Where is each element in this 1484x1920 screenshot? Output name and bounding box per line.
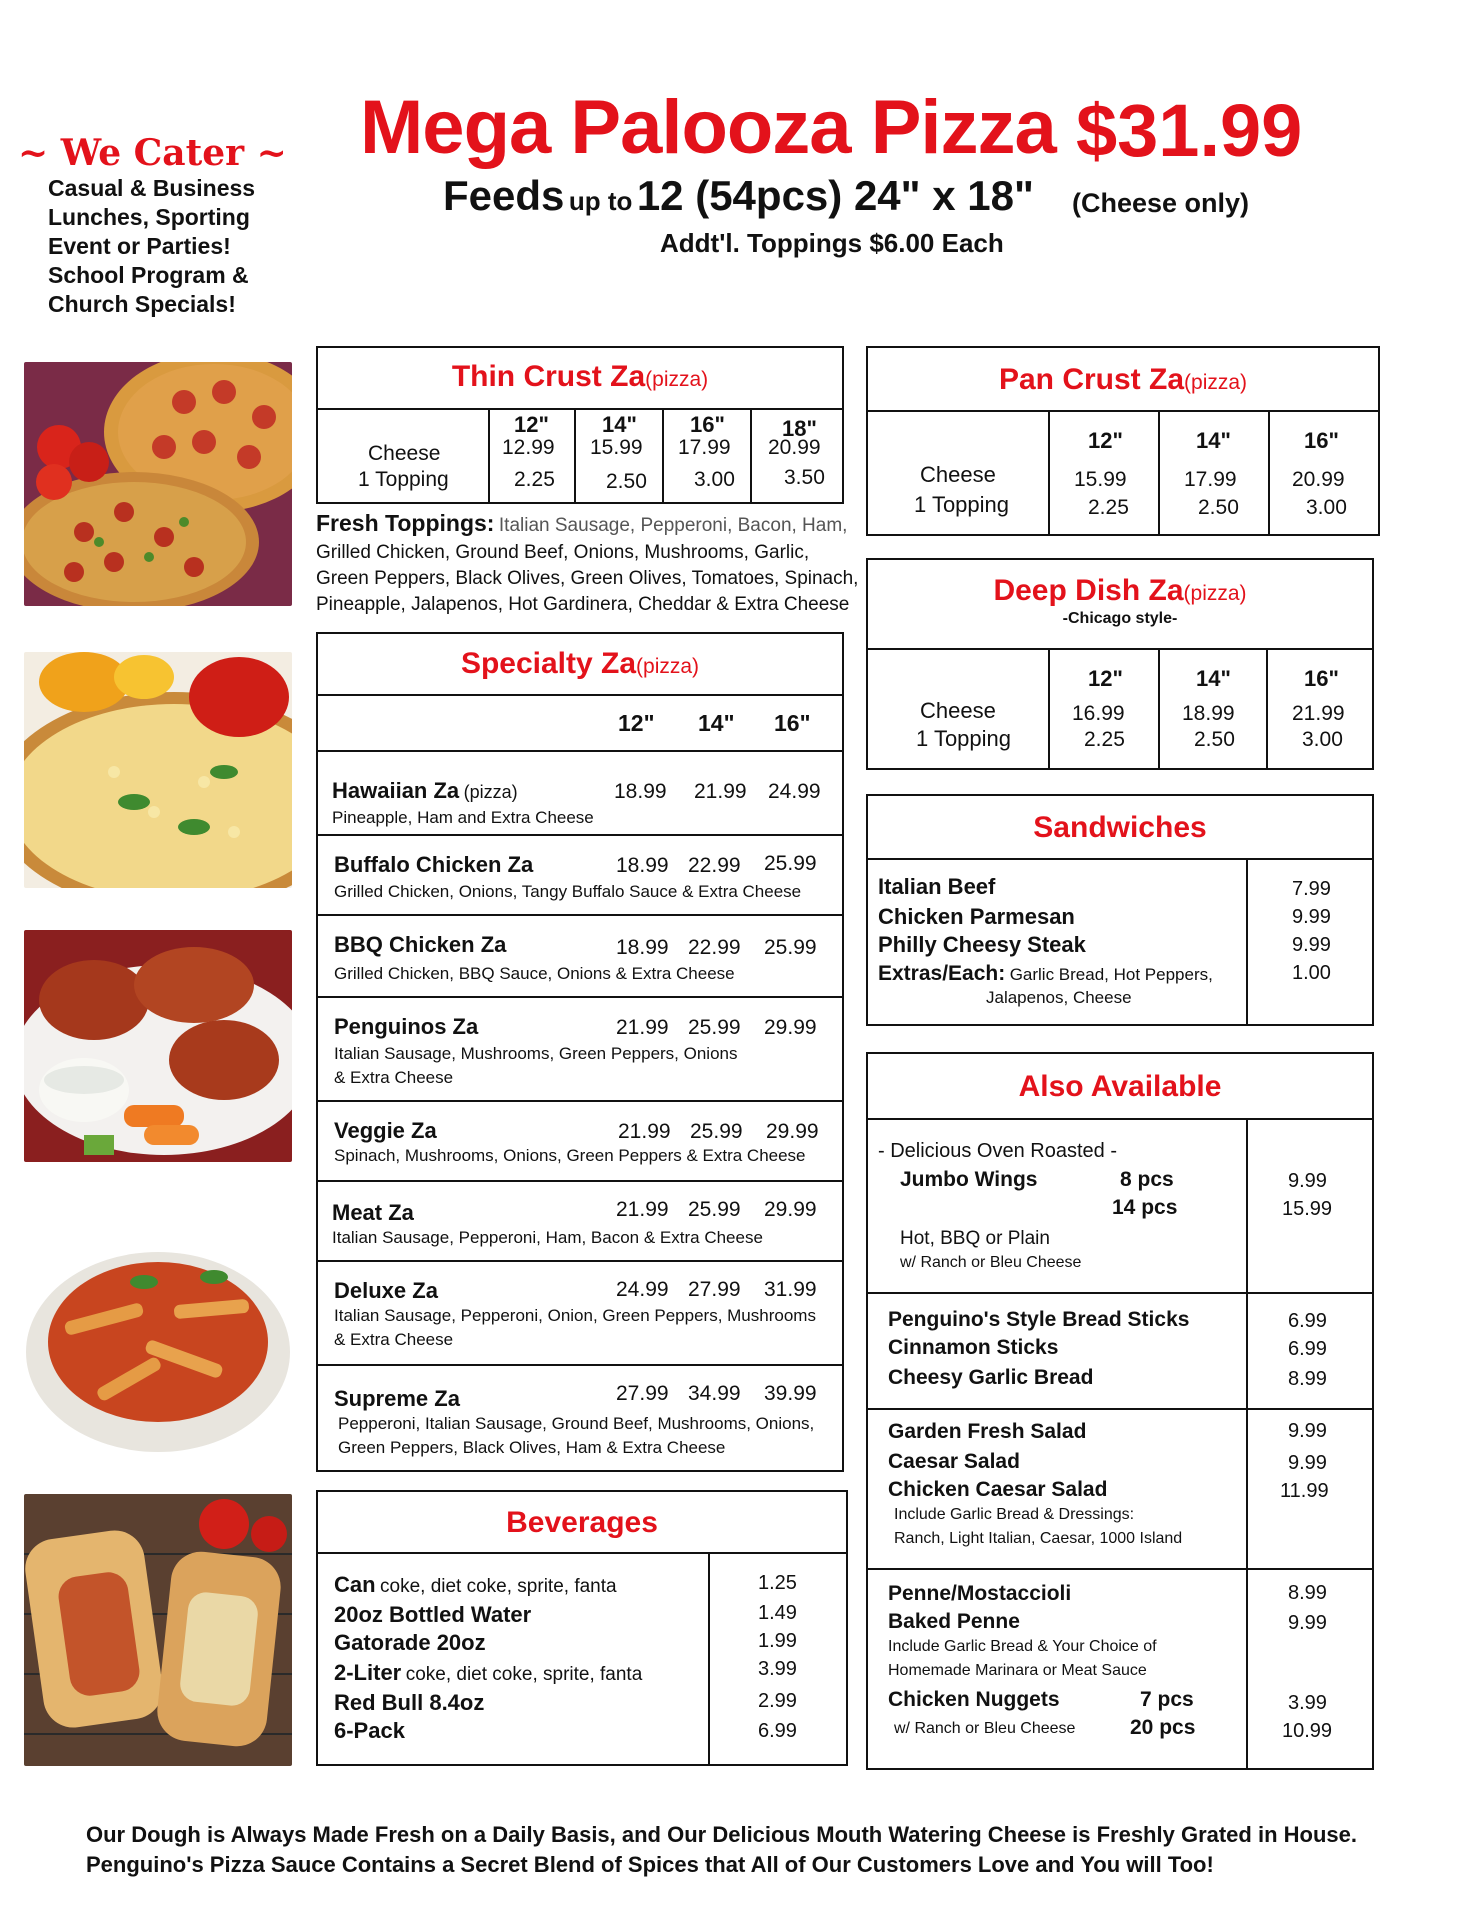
size-header: 14" xyxy=(1196,428,1231,453)
item-name: BBQ Chicken Za xyxy=(334,932,507,957)
price-12: 21.99 xyxy=(618,1120,671,1143)
bread-name: Penguino's Style Bread Sticks xyxy=(888,1308,1190,1331)
pasta-name: Baked Penne xyxy=(888,1610,1020,1633)
row-label-topping: 1 Topping xyxy=(358,468,449,491)
salad-desc: Ranch, Light Italian, Caesar, 1000 Island xyxy=(894,1530,1183,1547)
sandwich-name: Philly Cheesy Steak xyxy=(878,932,1086,957)
beverage-desc: coke, diet coke, sprite, fanta xyxy=(405,1664,643,1685)
price-14: 22.99 xyxy=(688,936,741,959)
cater-line: Lunches, Sporting xyxy=(48,204,250,230)
footer-note xyxy=(86,1820,1357,1880)
pasta-price: 8.99 xyxy=(1288,1582,1327,1604)
size-header: 12" xyxy=(1088,666,1123,691)
deep-dish-title xyxy=(868,560,1372,650)
deep-dish-grid xyxy=(868,650,1372,768)
beverage-name: Can xyxy=(334,1572,376,1597)
thin-crust-title-text: Thin Crust Za xyxy=(451,360,646,393)
wings-pcs: 14 pcs xyxy=(1112,1196,1178,1219)
beverages-box xyxy=(316,1490,848,1766)
item-name: Hawaiian Za xyxy=(332,778,460,803)
cheese-price: 16.99 xyxy=(1072,702,1125,725)
bread-price: 6.99 xyxy=(1288,1310,1327,1332)
sandwich-name: Chicken Parmesan xyxy=(878,904,1075,929)
price-12: 27.99 xyxy=(616,1382,669,1405)
fresh-toppings-line: Grilled Chicken, Ground Beef, Onions, Mushrooms, Garlic, xyxy=(316,542,810,563)
nuggets-price: 10.99 xyxy=(1282,1720,1333,1742)
cheese-price: 15.99 xyxy=(1074,468,1127,491)
list-item xyxy=(318,1102,842,1182)
row-label-cheese: Cheese xyxy=(920,462,996,487)
menu-title: Mega Palooza Pizza xyxy=(360,85,1056,170)
footer-line: Penguino's Pizza Sauce Contains a Secret Blend of Spices that All of Our Customers Love and You will Too! xyxy=(86,1852,1214,1877)
row-label-cheese: Cheese xyxy=(368,442,441,465)
price-14: 25.99 xyxy=(688,1016,741,1039)
sandwiches-list xyxy=(868,860,1372,1024)
size-header: 16" xyxy=(1304,666,1339,691)
up-to: up to xyxy=(568,186,633,216)
wings-desc: Hot, BBQ or Plain xyxy=(900,1228,1050,1249)
price-14: 21.99 xyxy=(694,780,747,803)
pan-crust-grid xyxy=(868,412,1378,534)
topping-price: 2.25 xyxy=(1084,728,1125,751)
beverage-price: 1.25 xyxy=(758,1572,797,1594)
wings-intro: - Delicious Oven Roasted - xyxy=(878,1140,1117,1162)
price-12: 18.99 xyxy=(614,780,667,803)
sandwich-price: 9.99 xyxy=(1292,934,1331,956)
sandwich-name: Italian Beef xyxy=(878,874,996,899)
cheese-price: 17.99 xyxy=(678,436,731,459)
item-desc: Spinach, Mushrooms, Onions, Green Peppers & Extra Cheese xyxy=(334,1146,806,1165)
item-desc: Pineapple, Ham and Extra Cheese xyxy=(332,808,594,827)
salad-name: Caesar Salad xyxy=(888,1450,1020,1473)
beverage-price: 6.99 xyxy=(758,1720,797,1742)
sandwich-image xyxy=(24,1494,292,1766)
nuggets-desc: w/ Ranch or Bleu Cheese xyxy=(894,1720,1076,1737)
sandwiches-title: Sandwiches xyxy=(868,796,1372,860)
cheese-only-note: (Cheese only) xyxy=(1072,188,1250,218)
sandwich-price: 7.99 xyxy=(1292,878,1331,900)
fresh-toppings xyxy=(316,510,858,618)
salad-name: Garden Fresh Salad xyxy=(888,1420,1087,1443)
pasta-desc: Homemade Marinara or Meat Sauce xyxy=(888,1662,1147,1679)
pasta-name: Penne/Mostaccioli xyxy=(888,1582,1072,1605)
size-header: 14" xyxy=(602,412,637,437)
item-name: Meat Za xyxy=(332,1200,414,1225)
feeds-word: Feeds xyxy=(443,172,565,219)
item-desc: Green Peppers, Black Olives, Ham & Extra Cheese xyxy=(338,1438,726,1457)
deep-dish-title-text: Deep Dish Za xyxy=(993,574,1184,607)
price-14: 27.99 xyxy=(688,1278,741,1301)
wings-pcs: 8 pcs xyxy=(1120,1168,1174,1191)
pasta-price: 9.99 xyxy=(1288,1612,1327,1634)
cater-description xyxy=(48,174,255,319)
pasta-desc: Include Garlic Bread & Your Choice of xyxy=(888,1638,1157,1655)
topping-price: 2.50 xyxy=(1194,728,1235,751)
beverage-price: 3.99 xyxy=(758,1658,797,1680)
pan-crust-title-text: Pan Crust Za xyxy=(998,363,1185,396)
size-header: 12" xyxy=(514,412,549,437)
row-label-topping: 1 Topping xyxy=(916,726,1012,751)
chicago-style-note: -Chicago style- xyxy=(1062,610,1178,627)
cheese-price: 15.99 xyxy=(590,436,643,459)
cheese-price: 18.99 xyxy=(1182,702,1235,725)
price-12: 21.99 xyxy=(616,1198,669,1221)
size-header: 16" xyxy=(1304,428,1339,453)
fresh-toppings-line: Green Peppers, Black Olives, Green Olives, Tomatoes, Spinach, xyxy=(316,568,859,589)
thin-crust-title xyxy=(318,348,842,410)
price-16: 29.99 xyxy=(764,1198,817,1221)
item-desc: & Extra Cheese xyxy=(334,1330,454,1349)
size-header: 14" xyxy=(698,710,735,736)
size-header: 16" xyxy=(690,412,725,437)
bread-price: 8.99 xyxy=(1288,1368,1327,1390)
topping-price: 3.00 xyxy=(1306,496,1347,519)
cheese-price: 21.99 xyxy=(1292,702,1345,725)
wings-price: 9.99 xyxy=(1288,1170,1327,1192)
fresh-toppings-line: Pineapple, Jalapenos, Hot Gardinera, Cheddar & Extra Cheese xyxy=(316,594,850,615)
list-item xyxy=(318,836,842,916)
beverage-name: 6-Pack xyxy=(334,1718,405,1743)
cater-line: Church Specials! xyxy=(48,291,236,317)
topping-price: 3.00 xyxy=(694,468,735,491)
price-16: 29.99 xyxy=(766,1120,819,1143)
price-16: 24.99 xyxy=(768,780,821,803)
nuggets-pcs: 7 pcs xyxy=(1140,1688,1194,1711)
topping-price: 2.50 xyxy=(606,470,647,493)
topping-price: 2.50 xyxy=(1198,496,1239,519)
item-desc: Italian Sausage, Pepperoni, Onion, Green Peppers, Mushrooms xyxy=(334,1306,816,1325)
thin-crust-grid xyxy=(318,410,842,502)
extras-price: 1.00 xyxy=(1292,962,1331,984)
item-name: Deluxe Za xyxy=(334,1278,438,1303)
cheese-price: 17.99 xyxy=(1184,468,1237,491)
price-14: 22.99 xyxy=(688,854,741,877)
fresh-toppings-label: Fresh Toppings: xyxy=(316,510,495,536)
item-desc: Italian Sausage, Mushrooms, Green Peppers, Onions xyxy=(334,1044,738,1063)
pan-crust-box xyxy=(866,346,1380,536)
topping-price: 2.25 xyxy=(1088,496,1129,519)
list-item xyxy=(318,916,842,998)
price-12: 18.99 xyxy=(616,936,669,959)
price-16: 25.99 xyxy=(764,852,817,875)
price-16: 29.99 xyxy=(764,1016,817,1039)
additional-toppings-note: Addt'l. Toppings $6.00 Each xyxy=(660,228,1004,258)
size-header: 16" xyxy=(774,710,811,736)
beverages-list xyxy=(318,1554,846,1764)
size-header: 12" xyxy=(1088,428,1123,453)
beverage-price: 2.99 xyxy=(758,1690,797,1712)
extras-desc: Jalapenos, Cheese xyxy=(986,988,1132,1007)
nuggets-price: 3.99 xyxy=(1288,1692,1327,1714)
pasta-image xyxy=(24,1222,292,1454)
sandwiches-box xyxy=(866,794,1374,1026)
deep-dish-box xyxy=(866,558,1374,770)
also-available-title: Also Available xyxy=(868,1054,1372,1120)
bread-name: Cheesy Garlic Bread xyxy=(888,1366,1094,1389)
list-item xyxy=(318,752,842,836)
salad-desc: Include Garlic Bread & Dressings: xyxy=(894,1506,1135,1523)
cater-line: School Program & xyxy=(48,262,249,288)
nuggets-name: Chicken Nuggets xyxy=(888,1688,1060,1711)
cheese-price: 20.99 xyxy=(1292,468,1345,491)
footer-line: Our Dough is Always Made Fresh on a Daily Basis, and Our Delicious Mouth Watering Cheese is Freshly Grated in House. xyxy=(86,1822,1357,1847)
item-name: Supreme Za xyxy=(334,1386,460,1411)
wings-price: 15.99 xyxy=(1282,1198,1333,1220)
specialty-size-header xyxy=(318,696,842,752)
deep-dish-title-sub: (pizza) xyxy=(1183,582,1247,605)
salad-price: 9.99 xyxy=(1288,1420,1327,1442)
wings-image xyxy=(24,930,292,1162)
also-available-list xyxy=(868,1120,1372,1768)
beverage-name: 20oz Bottled Water xyxy=(334,1602,532,1627)
price-12: 21.99 xyxy=(616,1016,669,1039)
wings-desc: w/ Ranch or Bleu Cheese xyxy=(900,1254,1082,1271)
price-16: 31.99 xyxy=(764,1278,817,1301)
beverage-price: 1.49 xyxy=(758,1602,797,1624)
item-name: Veggie Za xyxy=(334,1118,437,1143)
salad-name: Chicken Caesar Salad xyxy=(888,1478,1108,1501)
feeds-detail: 12 (54pcs) 24" x 18" xyxy=(636,172,1034,219)
item-desc: Grilled Chicken, BBQ Sauce, Onions & Extra Cheese xyxy=(334,964,735,983)
beverages-title: Beverages xyxy=(318,1492,846,1554)
row-label-cheese: Cheese xyxy=(920,698,996,723)
price-16: 25.99 xyxy=(764,936,817,959)
pan-crust-title xyxy=(868,348,1378,412)
salad-price: 9.99 xyxy=(1288,1452,1327,1474)
thin-crust-box xyxy=(316,346,844,504)
price-14: 25.99 xyxy=(688,1198,741,1221)
salad-price: 11.99 xyxy=(1280,1480,1329,1502)
item-desc: Grilled Chicken, Onions, Tangy Buffalo Sauce & Extra Cheese xyxy=(334,882,802,901)
beverage-desc: coke, diet coke, sprite, fanta xyxy=(380,1576,617,1597)
list-item xyxy=(318,1366,842,1470)
pepper-pizza-image xyxy=(24,652,292,888)
extras-desc: Garlic Bread, Hot Peppers, xyxy=(1009,965,1213,984)
list-item xyxy=(318,998,842,1102)
topping-price: 3.50 xyxy=(784,466,825,489)
specialty-title-sub: (pizza) xyxy=(636,655,700,678)
we-cater-title: ~ We Cater ~ xyxy=(18,132,287,174)
price-14: 34.99 xyxy=(688,1382,741,1405)
pizza-image xyxy=(24,362,292,606)
item-name: Penguinos Za xyxy=(334,1014,479,1039)
specialty-title xyxy=(318,634,842,696)
cater-line: Casual & Business xyxy=(48,175,256,201)
list-item xyxy=(318,1262,842,1366)
row-label-topping: 1 Topping xyxy=(914,492,1010,517)
nuggets-pcs: 20 pcs xyxy=(1130,1716,1196,1739)
item-name-sub: (pizza) xyxy=(463,782,518,802)
bread-name: Cinnamon Sticks xyxy=(888,1336,1059,1359)
cheese-price: 12.99 xyxy=(502,436,555,459)
list-item xyxy=(318,1182,842,1262)
price-12: 18.99 xyxy=(616,854,669,877)
item-desc: Italian Sausage, Pepperoni, Ham, Bacon & Extra Cheese xyxy=(332,1228,763,1247)
wings-name: Jumbo Wings xyxy=(900,1168,1038,1191)
price-12: 24.99 xyxy=(616,1278,669,1301)
cater-line: Event or Parties! xyxy=(48,233,231,259)
specialty-title-text: Specialty Za xyxy=(460,647,637,680)
size-header: 12" xyxy=(618,710,655,736)
specialty-list xyxy=(318,752,842,1472)
beverage-price: 1.99 xyxy=(758,1630,797,1652)
feeds-line xyxy=(443,172,1034,220)
bread-price: 6.99 xyxy=(1288,1338,1327,1360)
item-name: Buffalo Chicken Za xyxy=(334,852,534,877)
cheese-price: 20.99 xyxy=(768,436,821,459)
beverage-name: Gatorade 20oz xyxy=(334,1630,486,1655)
item-desc: & Extra Cheese xyxy=(334,1068,454,1087)
specialty-box xyxy=(316,632,844,1472)
mega-price: $31.99 xyxy=(1076,89,1303,172)
topping-price: 3.00 xyxy=(1302,728,1343,751)
price-14: 25.99 xyxy=(690,1120,743,1143)
item-desc: Pepperoni, Italian Sausage, Ground Beef, Mushrooms, Onions, xyxy=(338,1414,815,1433)
price-16: 39.99 xyxy=(764,1382,817,1405)
fresh-toppings-line: Italian Sausage, Pepperoni, Bacon, Ham, xyxy=(498,515,848,536)
pan-crust-title-sub: (pizza) xyxy=(1184,371,1248,394)
thin-crust-title-sub: (pizza) xyxy=(645,368,709,391)
topping-price: 2.25 xyxy=(514,468,555,491)
beverage-name: 2-Liter xyxy=(334,1660,402,1685)
sandwich-price: 9.99 xyxy=(1292,906,1331,928)
beverage-name: Red Bull 8.4oz xyxy=(334,1690,485,1715)
also-available-box xyxy=(866,1052,1374,1770)
size-header: 14" xyxy=(1196,666,1231,691)
extras-label: Extras/Each: xyxy=(878,962,1006,985)
size-header: 18" xyxy=(782,416,817,441)
